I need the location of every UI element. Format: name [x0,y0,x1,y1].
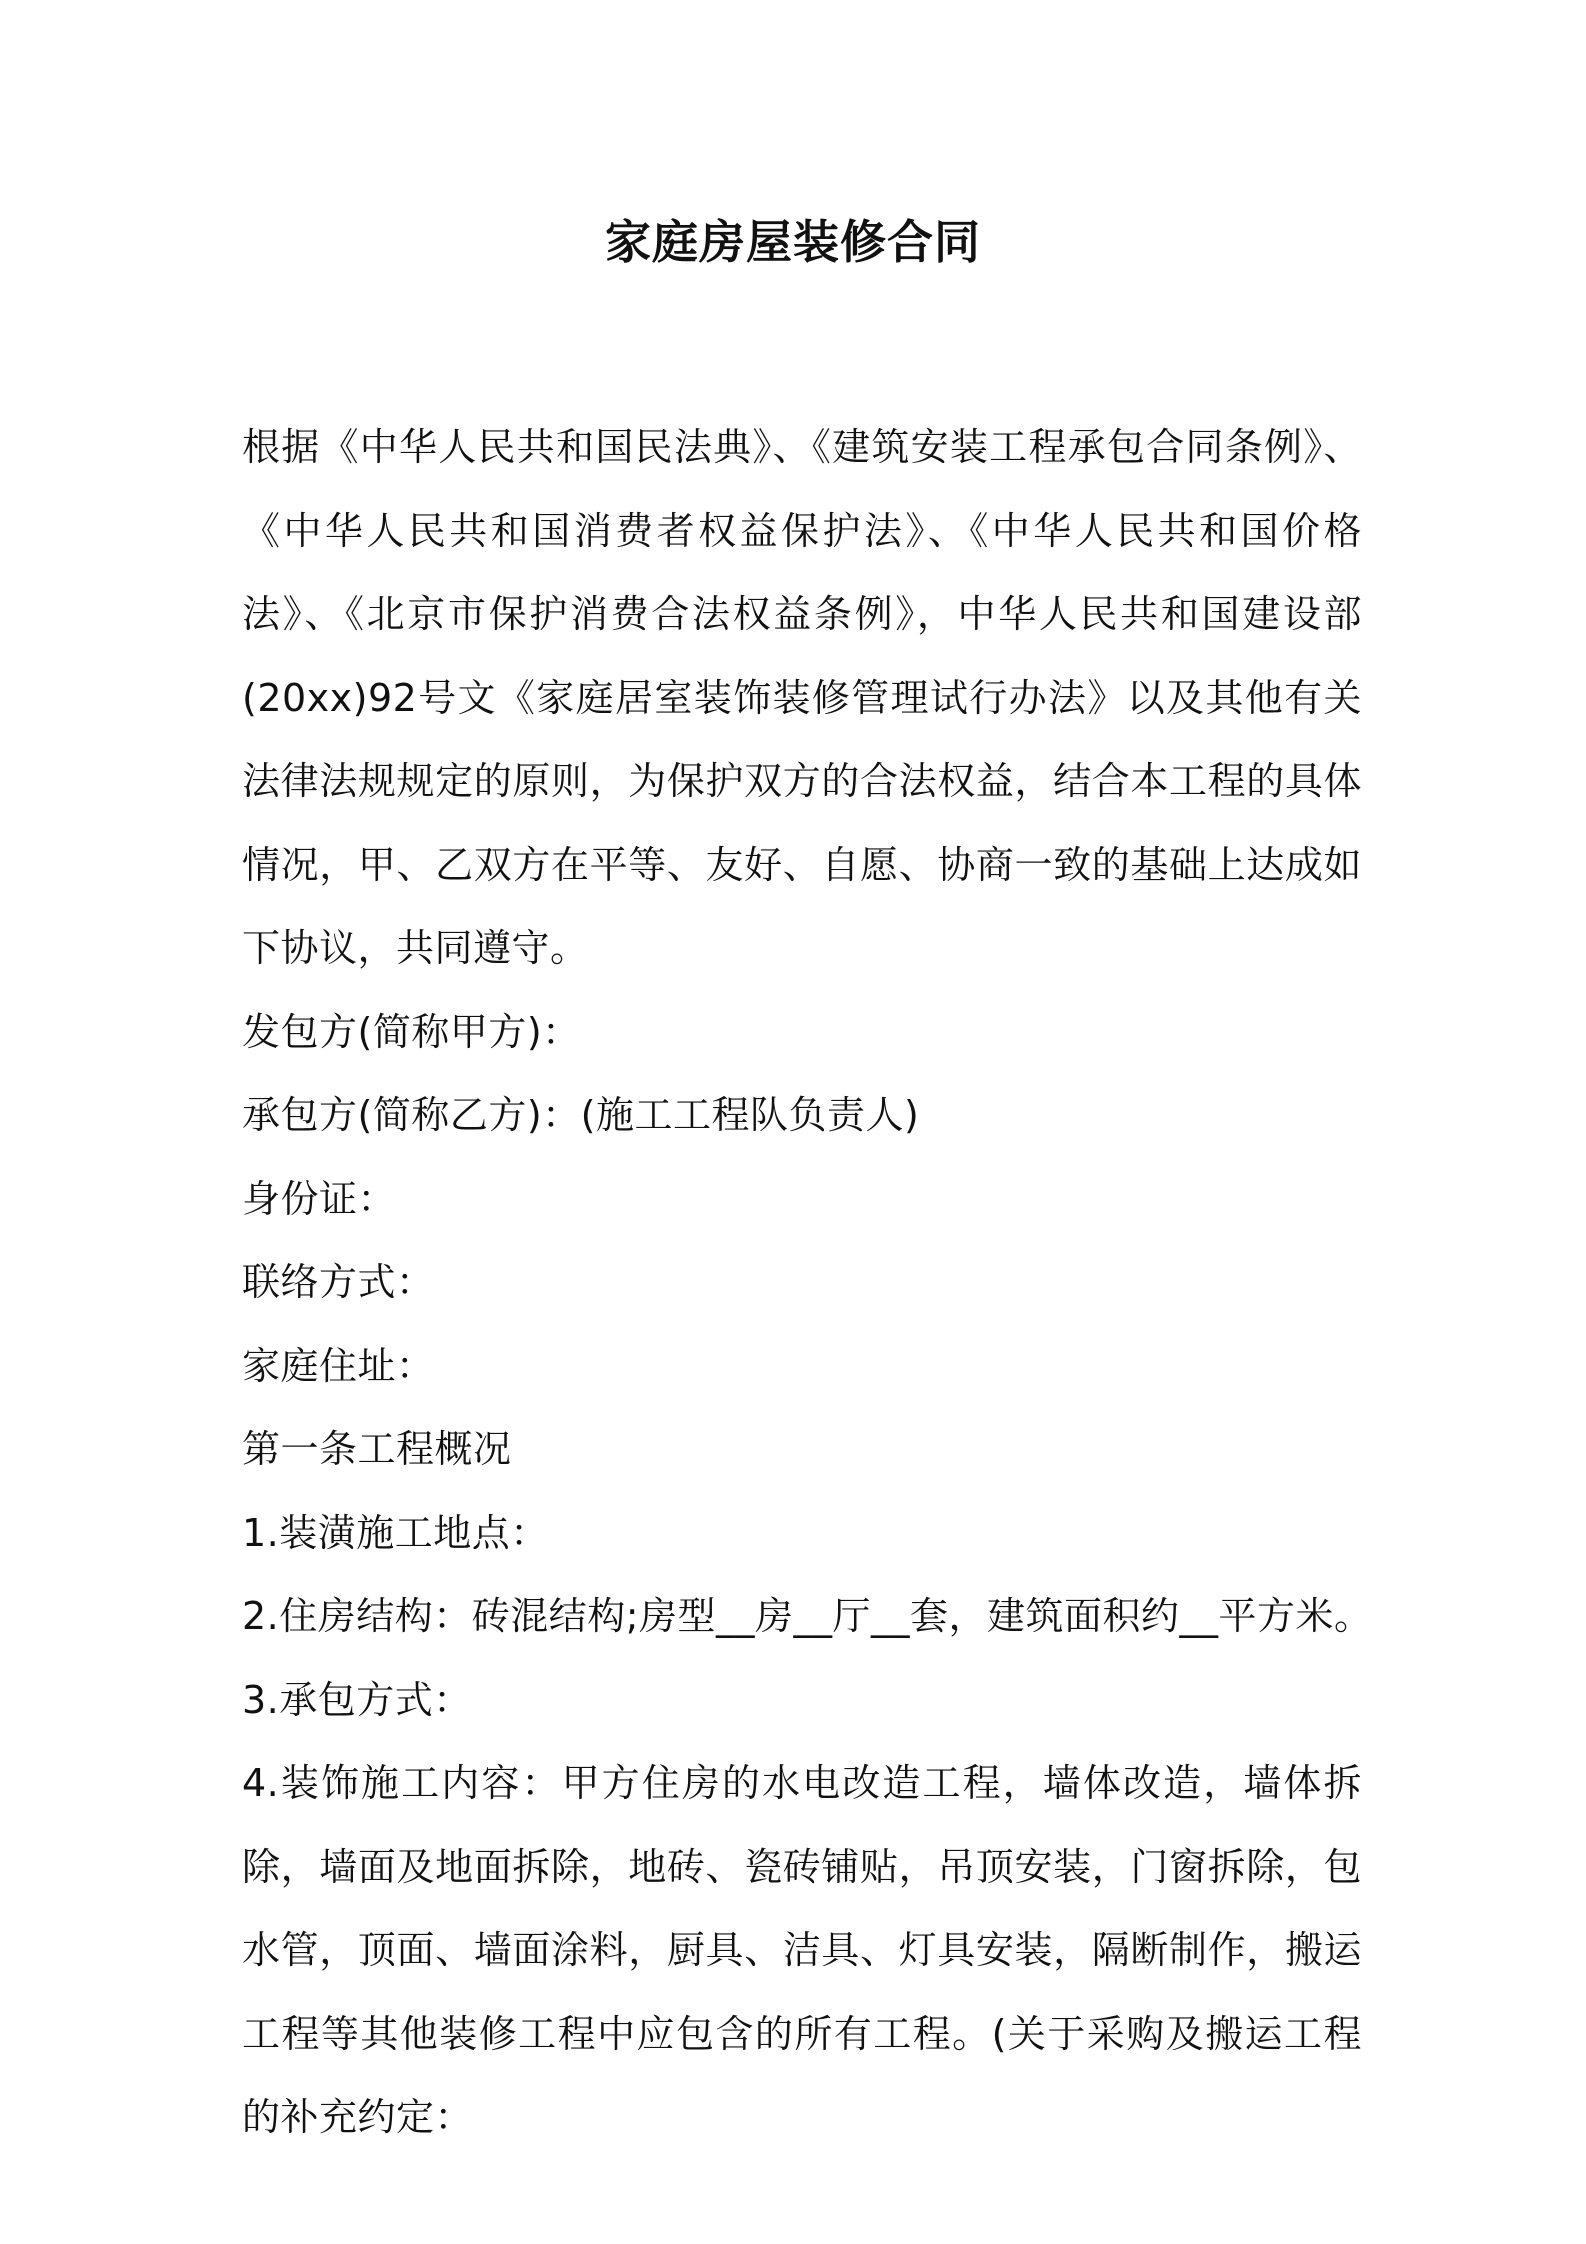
id-card-line: 身份证： [242,1176,397,1221]
item-4-paragraph: 4.装饰施工内容：甲方住房的水电改造工程，墙体改造，墙体拆除，墙面及地面拆除，地砖、瓷砖铺贴，吊顶安装，门窗拆除，包水管，顶面、墙面涂料，厨具、洁具、灯具安装，隔断制作，搬运工程等其他装修工程中应包含的所有工程。(关于采购及搬运工程的补充约定： [242,1761,1363,2139]
address-line: 家庭住址： [242,1343,435,1388]
item-1-line: 1.装潢施工地点： [242,1510,549,1555]
item-2-line: 2.住房结构：砖混结构;房型__房__厅__套，建筑面积约__平方米。 [242,1594,1373,1638]
party-b-line: 承包方(简称乙方)：(施工工程队负责人) [242,1093,920,1137]
contact-line: 联络方式： [242,1260,435,1304]
preamble-paragraph: 根据《中华人民共和国民法典》、《建筑安装工程承包合同条例》、《中华人民共和国消费者权益保护法》、《中华人民共和国价格法》、《北京市保护消费合法权益条例》，中华人民共和国建设部(20xx)92号文《家庭居室装饰装修管理试行办法》以及其他有关法律法规规定的原则，为保护双方的合法权益，结合本工程的具体情况，甲、乙双方在平等、友好、自愿、协商一致的基础上达成如下协议，共同遵守。 [242,425,1362,970]
document-body [242,406,1373,2160]
article-1-heading: 第一条工程概况 [242,1427,512,1471]
party-a-line: 发包方(简称甲方)： [242,1009,581,1054]
document-title: 家庭房屋装修合同 [605,215,981,269]
item-3-line: 3.承包方式： [242,1677,472,1722]
